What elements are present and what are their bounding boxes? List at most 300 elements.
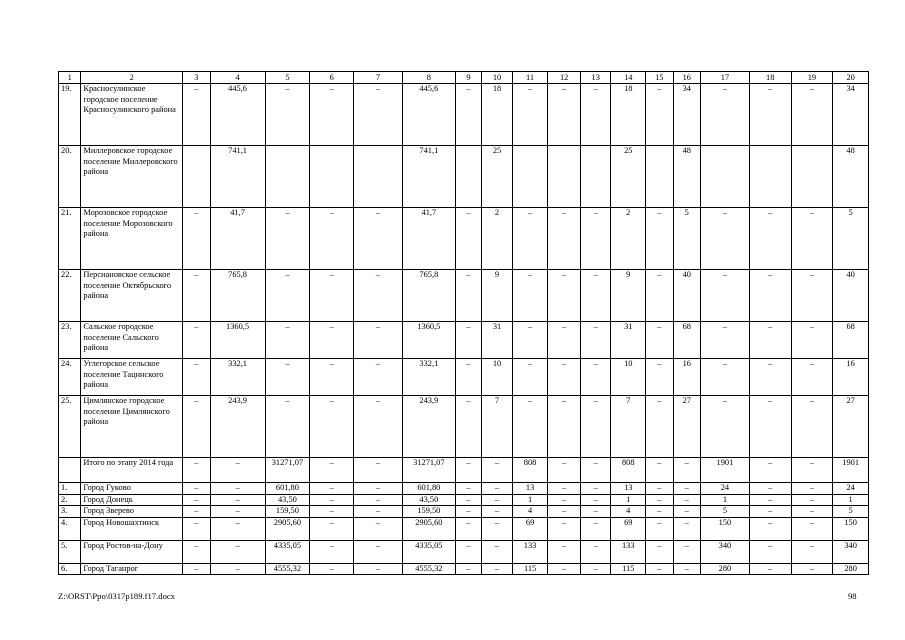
value-cell: – xyxy=(749,483,791,495)
value-cell: – xyxy=(310,84,354,146)
value-cell: – xyxy=(354,458,403,483)
value-cell: – xyxy=(354,322,403,359)
value-cell: 1360,5 xyxy=(210,322,265,359)
value-cell: 4 xyxy=(611,506,646,518)
value-cell xyxy=(791,146,833,208)
value-cell: – xyxy=(548,483,581,495)
value-cell: – xyxy=(354,270,403,322)
value-cell: 2 xyxy=(482,208,513,270)
value-cell: – xyxy=(482,517,513,540)
value-cell: – xyxy=(791,359,833,396)
table-row xyxy=(59,517,869,540)
table-row xyxy=(59,396,869,458)
value-cell xyxy=(580,146,611,208)
value-cell: – xyxy=(749,322,791,359)
value-cell: – xyxy=(646,270,673,322)
value-cell xyxy=(646,146,673,208)
value-cell: 31271,07 xyxy=(265,458,310,483)
header-cell: 11 xyxy=(512,72,548,84)
value-cell: 332,1 xyxy=(402,359,455,396)
value-cell: – xyxy=(455,563,481,575)
value-cell: – xyxy=(482,506,513,518)
value-cell: – xyxy=(183,208,210,270)
header-cell: 19 xyxy=(791,72,833,84)
value-cell: – xyxy=(749,208,791,270)
value-cell: 25 xyxy=(482,146,513,208)
value-cell: – xyxy=(183,396,210,458)
value-cell: – xyxy=(580,517,611,540)
value-cell: – xyxy=(749,563,791,575)
header-cell: 9 xyxy=(455,72,481,84)
value-cell: 243,9 xyxy=(210,396,265,458)
footer-file-path: Z:\ORST\Ppo\0317p189.f17.docx xyxy=(58,591,175,601)
value-cell: – xyxy=(482,458,513,483)
value-cell: 5 xyxy=(833,208,869,270)
value-cell: – xyxy=(548,517,581,540)
table-row xyxy=(59,563,869,575)
value-cell: – xyxy=(580,322,611,359)
value-cell: 13 xyxy=(512,483,548,495)
value-cell: – xyxy=(749,506,791,518)
row-number-cell: 3. xyxy=(59,506,81,518)
value-cell: 4555,32 xyxy=(402,563,455,575)
value-cell: 2905,60 xyxy=(402,517,455,540)
value-cell: – xyxy=(646,458,673,483)
header-cell: 5 xyxy=(265,72,310,84)
value-cell: – xyxy=(512,84,548,146)
value-cell: – xyxy=(580,359,611,396)
value-cell: – xyxy=(749,84,791,146)
value-cell: – xyxy=(673,540,700,563)
row-name-cell: Цимлянское городское поселение Цимлянского района xyxy=(81,396,183,458)
value-cell: – xyxy=(455,84,481,146)
value-cell: – xyxy=(791,396,833,458)
value-cell: 31271,07 xyxy=(402,458,455,483)
value-cell: – xyxy=(548,84,581,146)
value-cell xyxy=(749,146,791,208)
value-cell: 69 xyxy=(611,517,646,540)
value-cell: – xyxy=(580,458,611,483)
row-name-cell: Углегорское сельское поселение Тацинского района xyxy=(81,359,183,396)
value-cell: – xyxy=(265,208,310,270)
value-cell: 765,8 xyxy=(210,270,265,322)
value-cell: – xyxy=(512,208,548,270)
value-cell: 808 xyxy=(611,458,646,483)
value-cell: – xyxy=(580,396,611,458)
value-cell: 4335,05 xyxy=(402,540,455,563)
value-cell: – xyxy=(183,506,210,518)
value-cell: – xyxy=(354,506,403,518)
value-cell: – xyxy=(455,359,481,396)
value-cell: 5 xyxy=(833,506,869,518)
table-row xyxy=(59,483,869,495)
value-cell: – xyxy=(265,84,310,146)
value-cell xyxy=(700,146,749,208)
value-cell: 40 xyxy=(833,270,869,322)
value-cell: – xyxy=(646,322,673,359)
header-cell: 4 xyxy=(210,72,265,84)
value-cell: – xyxy=(791,322,833,359)
value-cell: 601,80 xyxy=(402,483,455,495)
value-cell xyxy=(548,146,581,208)
value-cell: – xyxy=(183,84,210,146)
value-cell: – xyxy=(548,208,581,270)
value-cell: 741,1 xyxy=(402,146,455,208)
value-cell: 9 xyxy=(611,270,646,322)
footer-page-number: 98 xyxy=(848,591,857,601)
value-cell: – xyxy=(210,517,265,540)
value-cell: – xyxy=(673,458,700,483)
value-cell: – xyxy=(548,540,581,563)
header-row xyxy=(59,72,869,84)
value-cell: 41,7 xyxy=(210,208,265,270)
value-cell: – xyxy=(749,517,791,540)
value-cell: – xyxy=(749,270,791,322)
value-cell: – xyxy=(548,494,581,506)
value-cell: 243,9 xyxy=(402,396,455,458)
header-cell: 12 xyxy=(548,72,581,84)
value-cell: – xyxy=(265,322,310,359)
value-cell: 445,6 xyxy=(402,84,455,146)
value-cell: – xyxy=(455,494,481,506)
value-cell: – xyxy=(512,359,548,396)
value-cell: – xyxy=(183,359,210,396)
header-cell: 10 xyxy=(482,72,513,84)
value-cell: 27 xyxy=(673,396,700,458)
value-cell: – xyxy=(482,483,513,495)
value-cell: – xyxy=(580,563,611,575)
value-cell: – xyxy=(646,359,673,396)
table-row xyxy=(59,146,869,208)
value-cell: – xyxy=(310,359,354,396)
value-cell: – xyxy=(548,563,581,575)
value-cell: 27 xyxy=(833,396,869,458)
value-cell: – xyxy=(673,483,700,495)
header-cell: 20 xyxy=(833,72,869,84)
value-cell: – xyxy=(646,494,673,506)
value-cell: – xyxy=(210,483,265,495)
value-cell: 40 xyxy=(673,270,700,322)
header-cell: 8 xyxy=(402,72,455,84)
row-name-cell: Миллеровское городское поселение Миллеровского района xyxy=(81,146,183,208)
value-cell: 68 xyxy=(673,322,700,359)
value-cell: – xyxy=(354,208,403,270)
header-cell: 13 xyxy=(580,72,611,84)
value-cell: – xyxy=(791,84,833,146)
value-cell: 445,6 xyxy=(210,84,265,146)
value-cell: 13 xyxy=(611,483,646,495)
value-cell: – xyxy=(580,494,611,506)
value-cell: – xyxy=(512,396,548,458)
value-cell: 115 xyxy=(611,563,646,575)
table-row xyxy=(59,494,869,506)
value-cell: – xyxy=(310,208,354,270)
row-number-cell xyxy=(59,458,81,483)
value-cell: – xyxy=(455,396,481,458)
value-cell: – xyxy=(183,483,210,495)
value-cell: 24 xyxy=(700,483,749,495)
value-cell: – xyxy=(183,517,210,540)
value-cell: 5 xyxy=(700,506,749,518)
value-cell: 280 xyxy=(700,563,749,575)
table-body xyxy=(59,72,869,575)
row-number-cell: 6. xyxy=(59,563,81,575)
row-name-cell: Сальское городское поселение Сальского района xyxy=(81,322,183,359)
value-cell: 7 xyxy=(611,396,646,458)
header-cell: 6 xyxy=(310,72,354,84)
value-cell: 24 xyxy=(833,483,869,495)
value-cell: 115 xyxy=(512,563,548,575)
value-cell: 16 xyxy=(833,359,869,396)
row-name-cell: Город Новошахтинск xyxy=(81,517,183,540)
table-row xyxy=(59,359,869,396)
value-cell: 4555,32 xyxy=(265,563,310,575)
value-cell: 133 xyxy=(512,540,548,563)
value-cell: – xyxy=(548,506,581,518)
value-cell: – xyxy=(354,494,403,506)
value-cell: – xyxy=(548,458,581,483)
value-cell: – xyxy=(580,270,611,322)
value-cell: 1901 xyxy=(833,458,869,483)
value-cell: 765,8 xyxy=(402,270,455,322)
value-cell: 16 xyxy=(673,359,700,396)
value-cell: 48 xyxy=(833,146,869,208)
value-cell: 741,1 xyxy=(210,146,265,208)
value-cell: 25 xyxy=(611,146,646,208)
value-cell: 159,50 xyxy=(265,506,310,518)
row-name-cell: Морозовское городское поселение Морозовского района xyxy=(81,208,183,270)
value-cell: – xyxy=(455,322,481,359)
value-cell: 1 xyxy=(700,494,749,506)
table-row xyxy=(59,322,869,359)
row-number-cell: 22. xyxy=(59,270,81,322)
value-cell: – xyxy=(673,563,700,575)
value-cell: – xyxy=(354,540,403,563)
value-cell: – xyxy=(646,517,673,540)
value-cell: 808 xyxy=(512,458,548,483)
row-number-cell: 19. xyxy=(59,84,81,146)
row-name-cell: Персиановское сельское поселение Октябрьского района xyxy=(81,270,183,322)
value-cell: 43,50 xyxy=(402,494,455,506)
header-cell: 15 xyxy=(646,72,673,84)
value-cell: – xyxy=(310,540,354,563)
value-cell: – xyxy=(210,540,265,563)
value-cell: – xyxy=(749,540,791,563)
value-cell: 1360,5 xyxy=(402,322,455,359)
value-cell: – xyxy=(791,483,833,495)
value-cell: – xyxy=(749,494,791,506)
value-cell: – xyxy=(700,396,749,458)
value-cell: 1 xyxy=(611,494,646,506)
value-cell: – xyxy=(210,563,265,575)
value-cell: 18 xyxy=(611,84,646,146)
table-row xyxy=(59,208,869,270)
row-name-cell: Город Таганрог xyxy=(81,563,183,575)
value-cell: 18 xyxy=(482,84,513,146)
value-cell: – xyxy=(580,506,611,518)
value-cell: – xyxy=(310,506,354,518)
value-cell: 43,50 xyxy=(265,494,310,506)
row-name-cell: Красносулинское городское поселение Красносулинского района xyxy=(81,84,183,146)
value-cell: 68 xyxy=(833,322,869,359)
value-cell: 159,50 xyxy=(402,506,455,518)
value-cell: 34 xyxy=(673,84,700,146)
value-cell: 340 xyxy=(833,540,869,563)
value-cell: – xyxy=(700,322,749,359)
header-cell: 18 xyxy=(749,72,791,84)
value-cell: 1 xyxy=(833,494,869,506)
value-cell: 1901 xyxy=(700,458,749,483)
value-cell: – xyxy=(455,208,481,270)
value-cell: – xyxy=(791,458,833,483)
value-cell: – xyxy=(354,359,403,396)
value-cell: – xyxy=(646,483,673,495)
value-cell: – xyxy=(646,84,673,146)
value-cell: 69 xyxy=(512,517,548,540)
data-table xyxy=(58,71,869,575)
value-cell: 2905,60 xyxy=(265,517,310,540)
value-cell: – xyxy=(183,458,210,483)
header-cell: 2 xyxy=(81,72,183,84)
value-cell: – xyxy=(673,494,700,506)
value-cell: – xyxy=(749,396,791,458)
value-cell: – xyxy=(310,322,354,359)
row-number-cell: 2. xyxy=(59,494,81,506)
value-cell: – xyxy=(580,84,611,146)
value-cell: – xyxy=(354,396,403,458)
value-cell: – xyxy=(749,359,791,396)
value-cell xyxy=(183,146,210,208)
row-number-cell: 1. xyxy=(59,483,81,495)
value-cell: 4 xyxy=(512,506,548,518)
value-cell: – xyxy=(791,540,833,563)
header-cell: 1 xyxy=(59,72,81,84)
value-cell: 48 xyxy=(673,146,700,208)
value-cell: – xyxy=(548,270,581,322)
value-cell: 9 xyxy=(482,270,513,322)
table-row xyxy=(59,84,869,146)
header-cell: 16 xyxy=(673,72,700,84)
value-cell: – xyxy=(700,208,749,270)
value-cell: – xyxy=(183,322,210,359)
value-cell: – xyxy=(265,270,310,322)
row-number-cell: 23. xyxy=(59,322,81,359)
value-cell: – xyxy=(265,359,310,396)
table-row xyxy=(59,458,869,483)
value-cell: – xyxy=(580,483,611,495)
value-cell: – xyxy=(749,458,791,483)
value-cell: – xyxy=(700,84,749,146)
value-cell: – xyxy=(310,270,354,322)
value-cell: – xyxy=(310,396,354,458)
value-cell: – xyxy=(673,517,700,540)
value-cell: – xyxy=(310,517,354,540)
value-cell: 31 xyxy=(482,322,513,359)
value-cell: 150 xyxy=(833,517,869,540)
value-cell: – xyxy=(455,540,481,563)
value-cell: – xyxy=(482,540,513,563)
value-cell: – xyxy=(646,208,673,270)
table-row xyxy=(59,540,869,563)
value-cell: – xyxy=(455,506,481,518)
value-cell: – xyxy=(791,208,833,270)
value-cell: 1 xyxy=(512,494,548,506)
value-cell: – xyxy=(791,270,833,322)
row-number-cell: 5. xyxy=(59,540,81,563)
value-cell: – xyxy=(210,506,265,518)
value-cell: 2 xyxy=(611,208,646,270)
value-cell: – xyxy=(646,506,673,518)
row-number-cell: 24. xyxy=(59,359,81,396)
value-cell: – xyxy=(580,208,611,270)
value-cell: 5 xyxy=(673,208,700,270)
value-cell: 332,1 xyxy=(210,359,265,396)
value-cell: – xyxy=(512,322,548,359)
value-cell: – xyxy=(791,563,833,575)
value-cell: 340 xyxy=(700,540,749,563)
value-cell: 133 xyxy=(611,540,646,563)
value-cell: – xyxy=(482,563,513,575)
header-cell: 7 xyxy=(354,72,403,84)
table-row xyxy=(59,270,869,322)
value-cell: 10 xyxy=(482,359,513,396)
value-cell: – xyxy=(210,458,265,483)
value-cell: – xyxy=(354,563,403,575)
row-name-cell: Итого по этапу 2014 года xyxy=(81,458,183,483)
value-cell: – xyxy=(548,322,581,359)
value-cell: – xyxy=(455,517,481,540)
value-cell: – xyxy=(455,458,481,483)
value-cell: – xyxy=(310,494,354,506)
value-cell: – xyxy=(183,494,210,506)
value-cell: – xyxy=(265,396,310,458)
value-cell: 280 xyxy=(833,563,869,575)
value-cell: 31 xyxy=(611,322,646,359)
value-cell: – xyxy=(646,563,673,575)
value-cell: – xyxy=(791,517,833,540)
row-number-cell: 25. xyxy=(59,396,81,458)
value-cell: – xyxy=(183,563,210,575)
row-number-cell: 21. xyxy=(59,208,81,270)
value-cell: – xyxy=(354,517,403,540)
value-cell xyxy=(354,146,403,208)
value-cell: – xyxy=(354,483,403,495)
value-cell: – xyxy=(183,270,210,322)
value-cell: – xyxy=(673,506,700,518)
row-number-cell: 20. xyxy=(59,146,81,208)
value-cell xyxy=(512,146,548,208)
value-cell: – xyxy=(646,540,673,563)
value-cell xyxy=(310,146,354,208)
row-name-cell: Город Зверево xyxy=(81,506,183,518)
value-cell: – xyxy=(580,540,611,563)
value-cell: – xyxy=(548,359,581,396)
row-number-cell: 4. xyxy=(59,517,81,540)
value-cell: 150 xyxy=(700,517,749,540)
row-name-cell: Город Гуково xyxy=(81,483,183,495)
value-cell: 41,7 xyxy=(402,208,455,270)
header-cell: 3 xyxy=(183,72,210,84)
value-cell: 10 xyxy=(611,359,646,396)
value-cell: 4335,05 xyxy=(265,540,310,563)
value-cell: – xyxy=(455,270,481,322)
value-cell: – xyxy=(791,506,833,518)
header-cell: 14 xyxy=(611,72,646,84)
value-cell: – xyxy=(700,270,749,322)
value-cell: – xyxy=(210,494,265,506)
value-cell xyxy=(265,146,310,208)
row-name-cell: Город Донецк xyxy=(81,494,183,506)
